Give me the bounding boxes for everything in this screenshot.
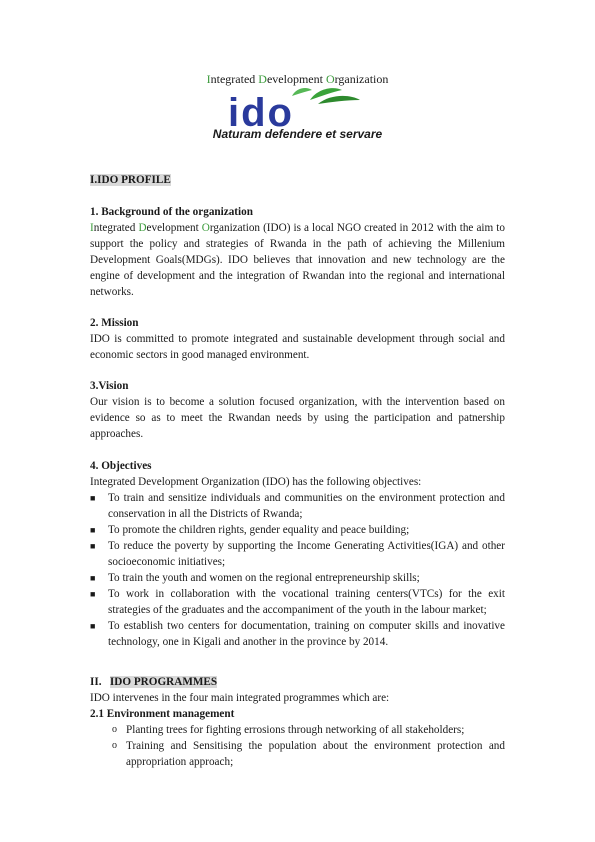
list-item: ■ To work in collaboration with the vocational training centers(VTCs) for the exit strategies of the graduates and the accompaniment of the youth in the labour market; (90, 588, 505, 616)
bullet-square-icon: ■ (90, 621, 96, 631)
mission-heading: 2. Mission (90, 317, 139, 329)
vision-text: Our vision is to become a solution focused organization, with the intervention based on evidence so as to meet the Rwandan needs by using the participation and patnership approaches. (90, 396, 505, 440)
mission-text: IDO is committed to promote integrated and sustainable development through social and economic sectors in good managed environment. (90, 333, 505, 361)
programmes-intro: IDO intervenes in the four main integrated programmes which are: (90, 692, 390, 704)
list-item: ■ To train and sensitize individuals and communities on the environment protection and conservation in all the Districts of Rwanda; (90, 492, 505, 520)
list-item: ■ To reduce the poverty by supporting the Income Generating Activities(IGA) and other socioeconomic initiatives; (90, 540, 505, 568)
bullet-square-icon: ■ (90, 525, 96, 535)
objectives-list (90, 490, 505, 650)
organization-title: Integrated Development Organization (206, 72, 389, 86)
list-item: ■ To train the youth and women on the regional entrepreneurship skills; (90, 572, 420, 584)
objectives-heading: 4. Objectives (90, 460, 152, 472)
title-initial-d: D (258, 72, 267, 86)
environment-list (90, 722, 505, 770)
background-block (90, 204, 505, 300)
motto: Naturam defendere et servare (212, 127, 383, 141)
mission-block (90, 315, 505, 363)
title-initial-o: O (325, 72, 335, 86)
list-item: o Training and Sensitising the population about the environment protection and appropriation approach; (112, 740, 505, 768)
bullet-circle-icon: o (112, 724, 117, 735)
section-ido-profile (90, 172, 505, 188)
ido-logo (222, 86, 372, 130)
bullet-square-icon: ■ (90, 589, 96, 599)
title-initial-i: I (206, 72, 211, 86)
background-heading: 1. Background of the organization (90, 206, 253, 218)
vision-heading: 3.Vision (90, 380, 129, 392)
section-ido-programmes (90, 674, 505, 770)
bullet-square-icon: ■ (90, 541, 96, 551)
list-item: ■ To promote the children rights, gender equality and peace building; (90, 524, 410, 536)
bullet-square-icon: ■ (90, 493, 96, 503)
environment-heading: 2.1 Environment management (90, 708, 235, 720)
bullet-circle-icon: o (112, 740, 117, 751)
list-item: o Planting trees for fighting errosions through networking of all stakeholders; (112, 724, 465, 736)
bullet-square-icon: ■ (90, 573, 96, 583)
vision-block (90, 378, 505, 442)
objectives-intro: Integrated Development Organization (IDO) has the following objectives: (90, 476, 422, 488)
svg-text:ido: ido (228, 91, 294, 130)
background-text: Integrated Development Organization (IDO) is a local NGO created in 2012 with the aim to support the policy and strategies of Rwanda in the path of achieving the Millenium Development Goals(MDGs). IDO believes that innovation and new technology are the engine of development and the integration of Rwandan into the regional and international networks. (90, 222, 505, 298)
list-item: ■ To establish two centers for documentation, training on computer skills and inovative technology, one in Kigali and another in the province by 2014. (90, 620, 505, 648)
objectives-block (90, 458, 505, 650)
programmes-heading: II. IDO PROGRAMMES (90, 676, 218, 688)
section-heading: I.IDO PROFILE (90, 174, 171, 186)
